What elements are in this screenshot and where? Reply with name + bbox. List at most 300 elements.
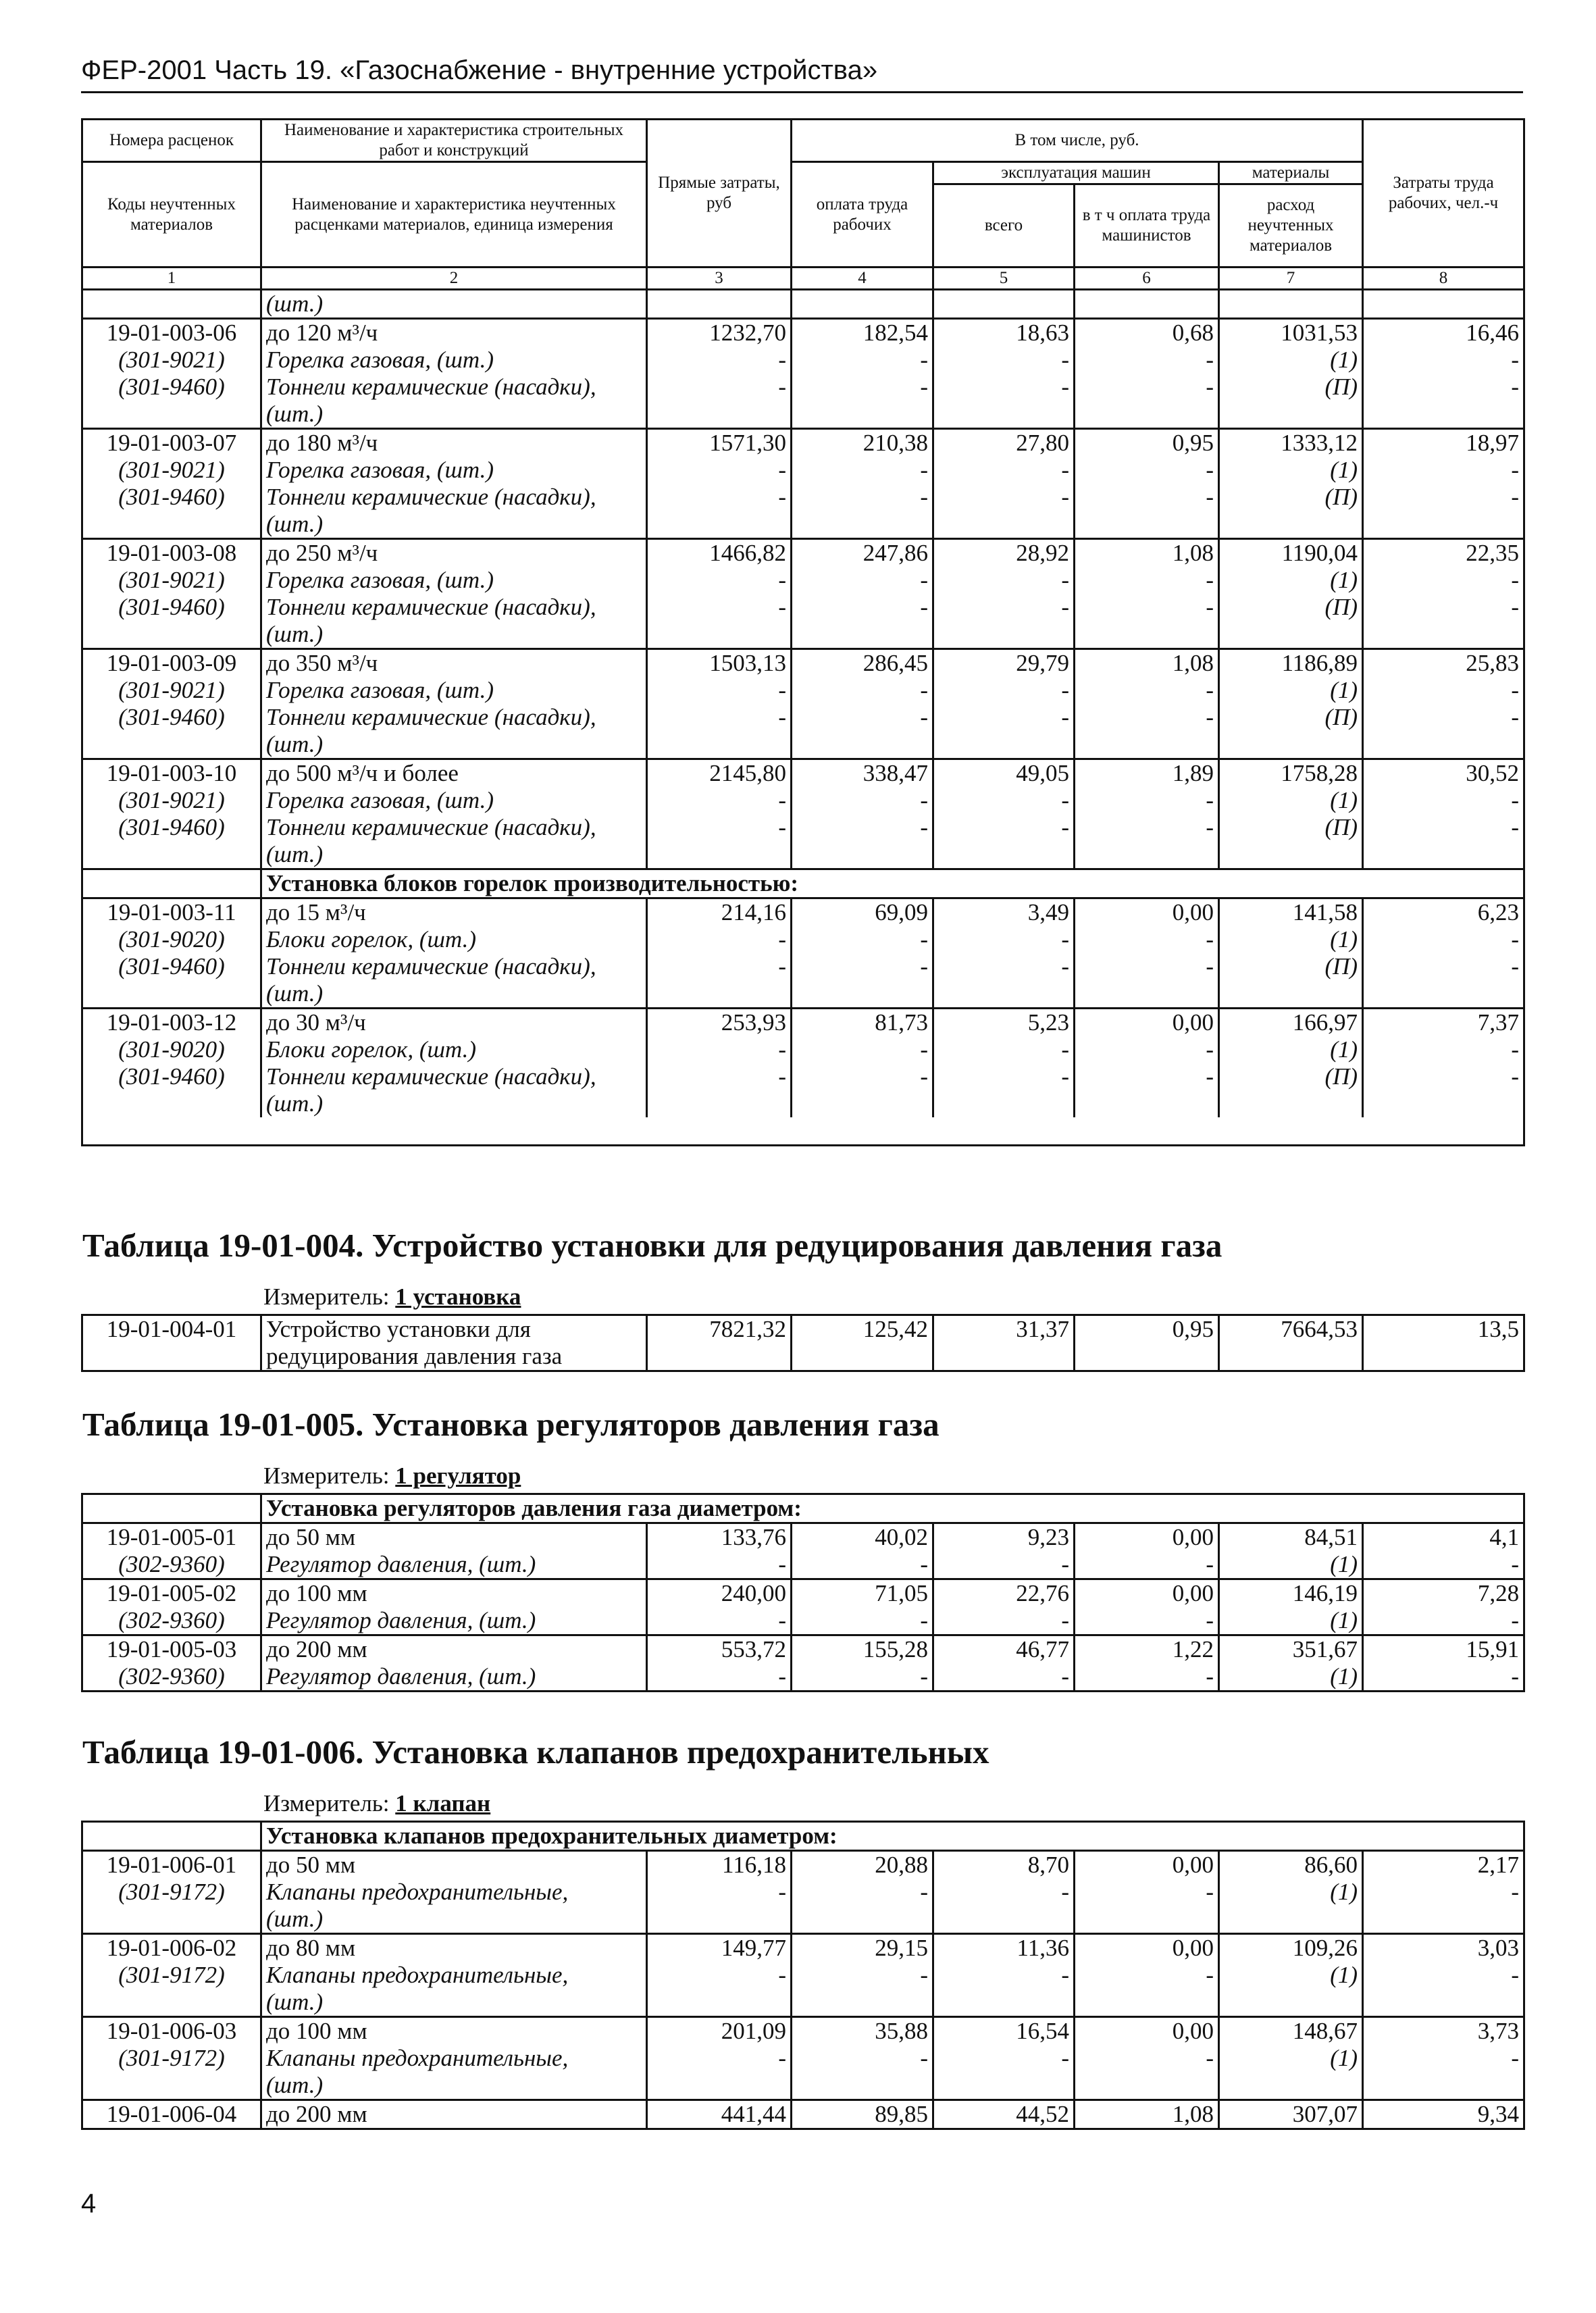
material-value xyxy=(933,1989,1075,2017)
table-row xyxy=(82,1009,1524,1037)
material-row xyxy=(82,484,1524,511)
material-value xyxy=(647,1090,792,1117)
material-code xyxy=(82,980,261,1009)
page-number: 4 xyxy=(81,2189,97,2218)
material-value: (П) xyxy=(1219,814,1363,841)
work-name: до 100 мм xyxy=(261,1579,647,1608)
materials: 1186,89 xyxy=(1219,649,1363,678)
material-code xyxy=(82,1989,261,2017)
col-number: 7 xyxy=(1219,268,1363,290)
labor-hours: 22,35 xyxy=(1363,539,1524,567)
material-code: (301-9172) xyxy=(82,1879,261,1906)
work-name: до 200 мм xyxy=(261,2100,647,2129)
material-value: - xyxy=(1363,1962,1524,1989)
work-name: Устройство установки для xyxy=(261,1315,647,1344)
table-row xyxy=(82,1343,1524,1371)
machinist-pay: 0,00 xyxy=(1075,1934,1219,1962)
material-value xyxy=(792,1906,933,1934)
material-code: (301-9020) xyxy=(82,926,261,953)
table-row xyxy=(82,1934,1524,1962)
material-value: - xyxy=(1363,926,1524,953)
material-row xyxy=(82,1962,1524,1989)
material-value: - xyxy=(1075,594,1219,621)
work-name: до 120 м³/ч xyxy=(261,319,647,347)
machines-total: 31,37 xyxy=(933,1315,1075,1344)
work-name: до 200 мм xyxy=(261,1635,647,1664)
material-name: Тоннели керамические (насадки), xyxy=(261,484,647,511)
material-value xyxy=(933,401,1075,429)
group-header: В том числе, руб. xyxy=(792,120,1363,162)
rate-code: 19-01-006-03 xyxy=(82,2017,261,2045)
material-value: - xyxy=(792,457,933,484)
material-value: - xyxy=(647,814,792,841)
material-value: - xyxy=(647,2045,792,2072)
material-value: (1) xyxy=(1219,567,1363,594)
material-value xyxy=(647,401,792,429)
material-code: (301-9021) xyxy=(82,787,261,814)
material-value: - xyxy=(933,677,1075,704)
work-name: до 350 м³/ч xyxy=(261,649,647,678)
material-value: - xyxy=(792,567,933,594)
material-name: Клапаны предохранительные, xyxy=(261,1879,647,1906)
table-row xyxy=(82,1523,1524,1552)
material-value: - xyxy=(647,677,792,704)
material-name: Тоннели керамические (насадки), xyxy=(261,594,647,621)
material-value: - xyxy=(792,787,933,814)
material-row xyxy=(82,457,1524,484)
material-code: (301-9460) xyxy=(82,374,261,401)
table-row xyxy=(82,1579,1524,1608)
table-005 xyxy=(81,1493,1525,1692)
material-value xyxy=(933,1090,1075,1117)
material-code: (301-9460) xyxy=(82,814,261,841)
direct-costs: 2145,80 xyxy=(647,759,792,788)
material-value xyxy=(1075,401,1219,429)
machines-total: 44,52 xyxy=(933,2100,1075,2129)
material-value: - xyxy=(933,814,1075,841)
material-value: - xyxy=(1363,484,1524,511)
col-number: 1 xyxy=(82,268,261,290)
material-name: Горелка газовая, (шт.) xyxy=(261,347,647,374)
worker-pay: 338,47 xyxy=(792,759,933,788)
material-value xyxy=(1219,2072,1363,2100)
machinist-pay: 0,00 xyxy=(1075,1579,1219,1608)
col-material-codes-header: Коды неучтенных материалов xyxy=(82,162,261,268)
material-value: (П) xyxy=(1219,953,1363,980)
materials: 141,58 xyxy=(1219,898,1363,927)
machines-total: 18,63 xyxy=(933,319,1075,347)
work-name: редуцирования давления газа xyxy=(261,1343,647,1371)
materials: 1190,04 xyxy=(1219,539,1363,567)
materials: 7664,53 xyxy=(1219,1315,1363,1344)
material-value: - xyxy=(1075,484,1219,511)
material-value: - xyxy=(1363,457,1524,484)
material-value: - xyxy=(1363,2045,1524,2072)
material-code: (301-9021) xyxy=(82,677,261,704)
material-value: - xyxy=(792,953,933,980)
worker-pay: 71,05 xyxy=(792,1579,933,1608)
table-row xyxy=(82,2100,1524,2129)
material-value: - xyxy=(647,704,792,731)
machinist-pay: 1,08 xyxy=(1075,539,1219,567)
material-value xyxy=(1363,731,1524,759)
table-row xyxy=(82,649,1524,678)
machinist-pay: 0,00 xyxy=(1075,1851,1219,1879)
work-name: до 500 м³/ч и более xyxy=(261,759,647,788)
material-value: - xyxy=(792,1607,933,1635)
material-value: - xyxy=(1075,2045,1219,2072)
machines-total: 28,92 xyxy=(933,539,1075,567)
material-value xyxy=(792,1989,933,2017)
unit-005 xyxy=(263,1463,521,1490)
material-value: - xyxy=(1363,1551,1524,1579)
material-row xyxy=(82,1989,1524,2017)
materials: 307,07 xyxy=(1219,2100,1363,2129)
material-name: (шт.) xyxy=(261,2072,647,2100)
material-row xyxy=(82,594,1524,621)
material-value: - xyxy=(647,787,792,814)
material-name: Тоннели керамические (насадки), xyxy=(261,374,647,401)
subsection-row xyxy=(82,1494,1524,1523)
unit-value: 1 клапан xyxy=(395,1790,491,1816)
material-value: (1) xyxy=(1219,677,1363,704)
subsection-heading: Установка клапанов предохранительных диаметром: xyxy=(261,1822,1524,1851)
materials: 351,67 xyxy=(1219,1635,1363,1664)
material-value: - xyxy=(933,1663,1075,1692)
col-work-name-header: Наименование и характеристика строительных работ и конструкций xyxy=(261,120,647,162)
material-value xyxy=(1075,2072,1219,2100)
labor-hours: 25,83 xyxy=(1363,649,1524,678)
material-value: - xyxy=(1363,704,1524,731)
section-title-004: Таблица 19-01-004. Устройство установки для редуцирования давления газа xyxy=(82,1227,1222,1264)
unit-label: Измеритель: xyxy=(263,1283,390,1310)
material-value xyxy=(1219,621,1363,649)
material-row xyxy=(82,401,1524,429)
worker-pay: 69,09 xyxy=(792,898,933,927)
material-value xyxy=(647,841,792,869)
material-code: (302-9360) xyxy=(82,1551,261,1579)
material-value xyxy=(1363,2072,1524,2100)
material-value: - xyxy=(647,484,792,511)
material-row xyxy=(82,787,1524,814)
material-value: - xyxy=(647,1663,792,1692)
material-value xyxy=(1075,1906,1219,1934)
material-value xyxy=(1075,621,1219,649)
table-row xyxy=(82,1851,1524,1879)
direct-costs: 253,93 xyxy=(647,1009,792,1037)
material-value xyxy=(1219,731,1363,759)
material-code xyxy=(82,511,261,539)
material-code: (302-9360) xyxy=(82,1607,261,1635)
material-row xyxy=(82,953,1524,980)
table-body-003 xyxy=(82,290,1524,1146)
rate-code: 19-01-006-04 xyxy=(82,2100,261,2129)
direct-costs: 201,09 xyxy=(647,2017,792,2045)
material-name: Тоннели керамические (насадки), xyxy=(261,704,647,731)
worker-pay: 29,15 xyxy=(792,1934,933,1962)
machinist-pay: 0,00 xyxy=(1075,1009,1219,1037)
machinist-pay: 1,22 xyxy=(1075,1635,1219,1664)
empty-cell xyxy=(82,1117,261,1146)
material-value xyxy=(1075,841,1219,869)
material-value: - xyxy=(1363,1879,1524,1906)
materials: 1333,12 xyxy=(1219,429,1363,457)
subsection-heading: Установка блоков горелок производительностью: xyxy=(261,869,1524,898)
material-value xyxy=(933,731,1075,759)
machinist-pay: 1,08 xyxy=(1075,2100,1219,2129)
material-name: (шт.) xyxy=(261,980,647,1009)
machinist-pay: 1,08 xyxy=(1075,649,1219,678)
material-value xyxy=(792,980,933,1009)
material-value: - xyxy=(792,347,933,374)
materials: 148,67 xyxy=(1219,2017,1363,2045)
machines-total: 3,49 xyxy=(933,898,1075,927)
material-value xyxy=(1363,841,1524,869)
rate-code: 19-01-003-10 xyxy=(82,759,261,788)
rate-code: 19-01-006-01 xyxy=(82,1851,261,1879)
material-value: - xyxy=(1075,814,1219,841)
material-value: - xyxy=(647,1962,792,1989)
material-value xyxy=(647,1989,792,2017)
material-name: Горелка газовая, (шт.) xyxy=(261,677,647,704)
material-value: - xyxy=(933,2045,1075,2072)
material-value xyxy=(1075,980,1219,1009)
machines-total: 29,79 xyxy=(933,649,1075,678)
material-name: (шт.) xyxy=(261,1906,647,1934)
direct-costs: 553,72 xyxy=(647,1635,792,1664)
material-value xyxy=(933,2072,1075,2100)
material-value: - xyxy=(933,1879,1075,1906)
material-code xyxy=(82,731,261,759)
table-header xyxy=(82,120,1524,290)
material-value xyxy=(792,2072,933,2100)
continuation-row xyxy=(82,290,1524,319)
material-code xyxy=(82,401,261,429)
material-code: (301-9460) xyxy=(82,484,261,511)
material-value xyxy=(647,1906,792,1934)
material-value: - xyxy=(933,926,1075,953)
material-value xyxy=(1075,1989,1219,2017)
material-value: - xyxy=(647,457,792,484)
material-value: - xyxy=(647,567,792,594)
section-title-005: Таблица 19-01-005. Установка регуляторов давления газа xyxy=(82,1406,939,1443)
table-row xyxy=(82,759,1524,788)
material-value xyxy=(933,980,1075,1009)
material-value: - xyxy=(1075,1063,1219,1090)
header-rule xyxy=(81,91,1523,93)
material-value: - xyxy=(933,457,1075,484)
material-value: - xyxy=(647,926,792,953)
machines-total: 5,23 xyxy=(933,1009,1075,1037)
material-value: - xyxy=(647,1551,792,1579)
material-name: Тоннели керамические (насадки), xyxy=(261,953,647,980)
empty-cell xyxy=(82,869,261,898)
machinist-pay: 1,89 xyxy=(1075,759,1219,788)
material-name: Блоки горелок, (шт.) xyxy=(261,926,647,953)
material-row xyxy=(82,1063,1524,1090)
material-row xyxy=(82,980,1524,1009)
direct-costs: 1232,70 xyxy=(647,319,792,347)
material-value xyxy=(1219,841,1363,869)
col-number: 5 xyxy=(933,268,1075,290)
col-machinist-pay-header: в т ч оплата труда машинистов xyxy=(1075,184,1219,268)
worker-pay: 286,45 xyxy=(792,649,933,678)
labor-hours: 30,52 xyxy=(1363,759,1524,788)
unit-value: 1 регулятор xyxy=(395,1463,521,1489)
material-value xyxy=(1363,1090,1524,1117)
material-value: - xyxy=(792,1879,933,1906)
rate-code: 19-01-004-01 xyxy=(82,1315,261,1344)
labor-hours: 2,17 xyxy=(1363,1851,1524,1879)
material-value: - xyxy=(1363,567,1524,594)
col-direct-costs-header: Прямые затраты, руб xyxy=(647,120,792,268)
machines-total: 27,80 xyxy=(933,429,1075,457)
material-row xyxy=(82,511,1524,539)
material-value: - xyxy=(933,374,1075,401)
material-value: (1) xyxy=(1219,1879,1363,1906)
material-value: - xyxy=(1075,926,1219,953)
col-rate-numbers-header: Номера расценок xyxy=(82,120,261,162)
material-code: (301-9460) xyxy=(82,1063,261,1090)
worker-pay: 182,54 xyxy=(792,319,933,347)
material-row xyxy=(82,347,1524,374)
work-name: до 50 мм xyxy=(261,1523,647,1552)
rate-code: 19-01-005-03 xyxy=(82,1635,261,1664)
table-row xyxy=(82,539,1524,567)
work-name: до 180 м³/ч xyxy=(261,429,647,457)
material-value: - xyxy=(933,953,1075,980)
material-value: (1) xyxy=(1219,2045,1363,2072)
material-value: - xyxy=(1075,787,1219,814)
table-row xyxy=(82,1635,1524,1664)
machinist-pay: 0,95 xyxy=(1075,429,1219,457)
col-number: 6 xyxy=(1075,268,1219,290)
labor-hours: 9,34 xyxy=(1363,2100,1524,2129)
material-value: (1) xyxy=(1219,347,1363,374)
section-title-006: Таблица 19-01-006. Установка клапанов предохранительных xyxy=(82,1733,989,1771)
material-name: (шт.) xyxy=(261,1090,647,1117)
direct-costs: 1503,13 xyxy=(647,649,792,678)
empty-cell xyxy=(792,1117,933,1146)
material-value: - xyxy=(933,1036,1075,1063)
material-value: (П) xyxy=(1219,484,1363,511)
worker-pay: 35,88 xyxy=(792,2017,933,2045)
direct-costs: 1571,30 xyxy=(647,429,792,457)
material-value xyxy=(1075,731,1219,759)
material-value: - xyxy=(1363,374,1524,401)
material-code: (302-9360) xyxy=(82,1663,261,1692)
direct-costs: 1466,82 xyxy=(647,539,792,567)
materials: 109,26 xyxy=(1219,1934,1363,1962)
material-name: (шт.) xyxy=(261,621,647,649)
material-name: (шт.) xyxy=(261,1989,647,2017)
material-value: (П) xyxy=(1219,374,1363,401)
labor-hours: 7,28 xyxy=(1363,1579,1524,1608)
material-row xyxy=(82,621,1524,649)
machines-total: 46,77 xyxy=(933,1635,1075,1664)
material-row xyxy=(82,677,1524,704)
material-value: - xyxy=(792,2045,933,2072)
material-value xyxy=(1219,511,1363,539)
material-value xyxy=(1363,511,1524,539)
labor-hours: 16,46 xyxy=(1363,319,1524,347)
material-name: (шт.) xyxy=(261,511,647,539)
material-row xyxy=(82,814,1524,841)
material-value xyxy=(647,980,792,1009)
materials: 1031,53 xyxy=(1219,319,1363,347)
rate-code: 19-01-003-11 xyxy=(82,898,261,927)
subsection-row xyxy=(82,1822,1524,1851)
machinist-pay: 0,00 xyxy=(1075,2017,1219,2045)
material-value: (1) xyxy=(1219,926,1363,953)
material-value: - xyxy=(792,1551,933,1579)
work-name: до 30 м³/ч xyxy=(261,1009,647,1037)
material-row xyxy=(82,1607,1524,1635)
material-row xyxy=(82,1090,1524,1117)
materials: 1758,28 xyxy=(1219,759,1363,788)
material-name: (шт.) xyxy=(261,401,647,429)
material-value xyxy=(1363,621,1524,649)
main-rates-table xyxy=(81,118,1525,1146)
rate-code: 19-01-005-01 xyxy=(82,1523,261,1552)
material-code: (301-9172) xyxy=(82,1962,261,1989)
labor-hours: 3,73 xyxy=(1363,2017,1524,2045)
material-value: - xyxy=(1075,567,1219,594)
direct-costs: 441,44 xyxy=(647,2100,792,2129)
material-value: - xyxy=(792,704,933,731)
material-value: - xyxy=(1075,1663,1219,1692)
material-value xyxy=(1219,1906,1363,1934)
material-row xyxy=(82,1879,1524,1906)
material-value: - xyxy=(647,1879,792,1906)
material-value: - xyxy=(1075,374,1219,401)
unit-006 xyxy=(263,1790,490,1817)
material-value: - xyxy=(792,814,933,841)
work-name: до 80 мм xyxy=(261,1934,647,1962)
material-row xyxy=(82,374,1524,401)
material-value: - xyxy=(1363,1663,1524,1692)
labor-hours: 6,23 xyxy=(1363,898,1524,927)
empty-cell xyxy=(647,1117,792,1146)
material-value xyxy=(933,621,1075,649)
material-value: - xyxy=(1075,704,1219,731)
material-value xyxy=(792,401,933,429)
material-value: - xyxy=(1075,1036,1219,1063)
material-row xyxy=(82,731,1524,759)
worker-pay: 210,38 xyxy=(792,429,933,457)
material-name: Регулятор давления, (шт.) xyxy=(261,1551,647,1579)
material-code: (301-9021) xyxy=(82,567,261,594)
material-value: - xyxy=(1075,457,1219,484)
material-value: - xyxy=(1363,1063,1524,1090)
machinist-pay: 0,00 xyxy=(1075,898,1219,927)
material-row xyxy=(82,841,1524,869)
machines-total: 11,36 xyxy=(933,1934,1075,1962)
table-end-row xyxy=(82,1117,1524,1146)
rate-code: 19-01-005-02 xyxy=(82,1579,261,1608)
material-value: - xyxy=(933,484,1075,511)
material-row xyxy=(82,567,1524,594)
material-value: - xyxy=(1075,347,1219,374)
material-value: - xyxy=(1075,953,1219,980)
subsection-row xyxy=(82,869,1524,898)
unit-value: 1 установка xyxy=(395,1283,521,1310)
material-name: Горелка газовая, (шт.) xyxy=(261,457,647,484)
material-value: - xyxy=(647,347,792,374)
material-value xyxy=(647,621,792,649)
material-value: - xyxy=(792,374,933,401)
material-name: (шт.) xyxy=(261,731,647,759)
